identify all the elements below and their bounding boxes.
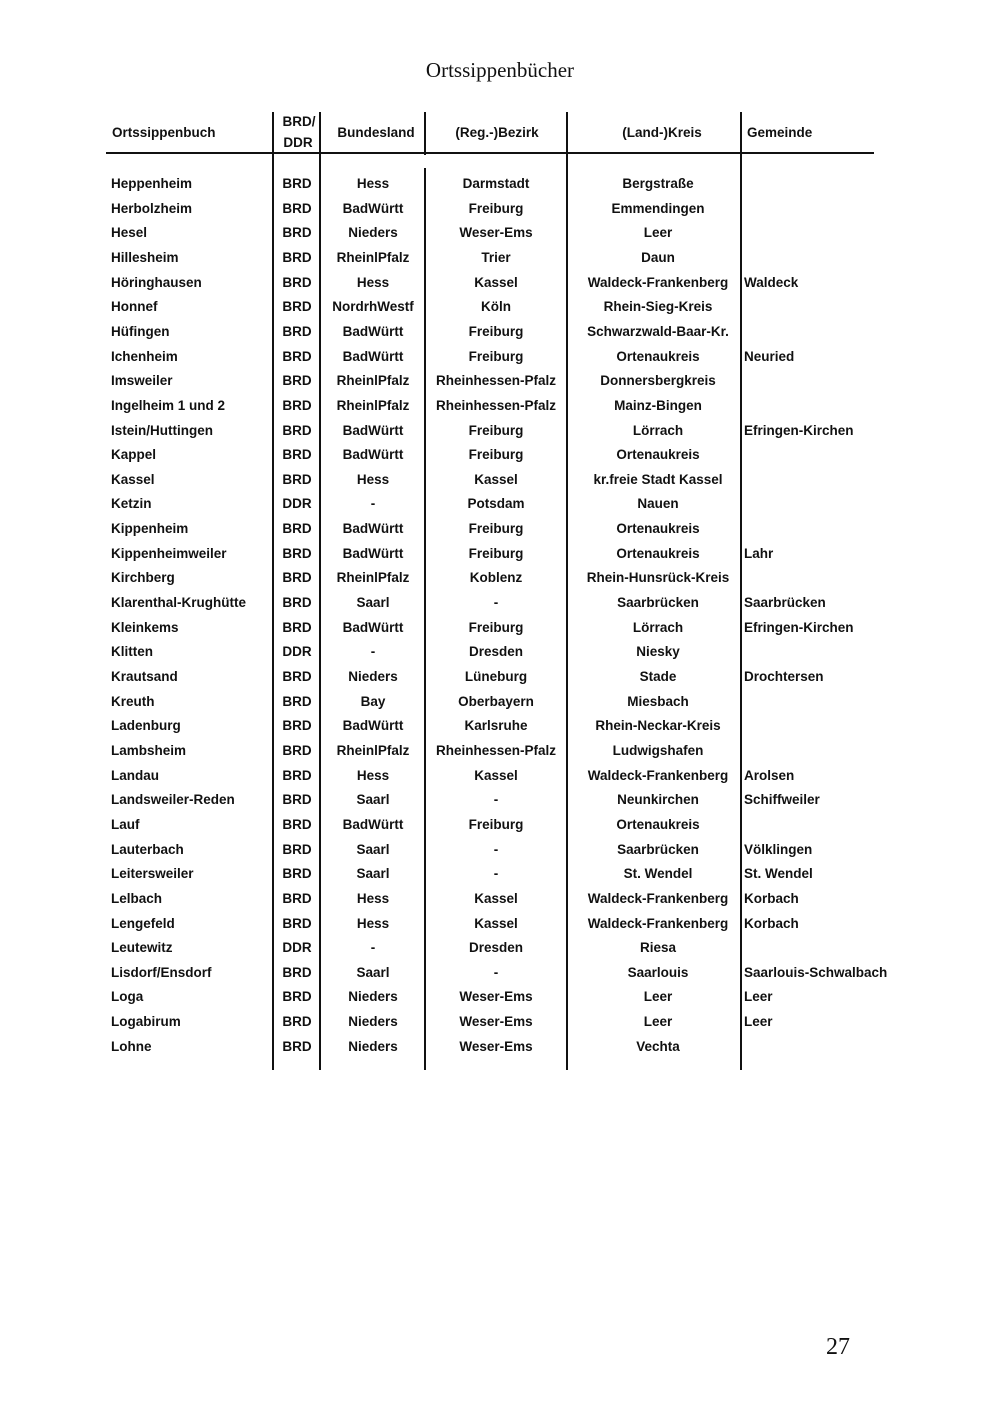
- cell-gemeinde: Korbach: [744, 915, 799, 931]
- cell-bundesland: NordrhWestf: [332, 299, 414, 315]
- cell-ortssippenbuch: Kreuth: [111, 693, 155, 709]
- cell-bezirk: Freiburg: [468, 521, 524, 537]
- table-row: [0, 423, 1000, 447]
- cell-bundesland: BadWürtt: [342, 718, 404, 734]
- table-row: [0, 916, 1000, 940]
- cell-bundesland: Saarl: [356, 964, 390, 980]
- cell-bundesland: BadWürtt: [342, 816, 404, 832]
- cell-gemeinde: Efringen-Kirchen: [744, 619, 854, 635]
- table-row: [0, 595, 1000, 619]
- cell-brd-ddr: BRD: [282, 299, 312, 315]
- cell-kreis: Leer: [643, 1014, 673, 1030]
- cell-bundesland: -: [370, 940, 376, 956]
- cell-brd-ddr: BRD: [282, 619, 312, 635]
- table-row: [0, 792, 1000, 816]
- cell-brd-ddr: BRD: [282, 225, 312, 241]
- cell-bundesland: Saarl: [356, 866, 390, 882]
- cell-bundesland: Nieders: [348, 989, 398, 1005]
- cell-bezirk: Rheinhessen-Pfalz: [435, 742, 557, 758]
- cell-kreis: Waldeck-Frankenberg: [587, 915, 729, 931]
- cell-bezirk: Trier: [481, 249, 511, 265]
- header-ortssippenbuch: Ortssippenbuch: [112, 125, 216, 140]
- cell-bezirk: Freiburg: [468, 323, 524, 339]
- table-row: [0, 349, 1000, 373]
- cell-kreis: Daun: [641, 249, 675, 265]
- cell-bundesland: RheinlPfalz: [336, 742, 410, 758]
- cell-ortssippenbuch: Krautsand: [111, 669, 178, 684]
- cell-bundesland: BadWürtt: [342, 422, 404, 438]
- cell-kreis: kr.freie Stadt Kassel: [593, 471, 723, 487]
- cell-brd-ddr: BRD: [282, 816, 312, 832]
- cell-brd-ddr: DDR: [282, 644, 312, 660]
- cell-bezirk: Kassel: [474, 915, 518, 931]
- cell-kreis: Waldeck-Frankenberg: [587, 274, 729, 290]
- cell-brd-ddr: BRD: [282, 200, 312, 216]
- cell-gemeinde: St. Wendel: [744, 866, 813, 882]
- cell-kreis: Vechta: [636, 1038, 680, 1054]
- cell-bezirk: Freiburg: [468, 422, 524, 438]
- table-row: [0, 275, 1000, 299]
- cell-kreis: Ortenaukreis: [616, 348, 700, 364]
- table-row: [0, 718, 1000, 742]
- header-rule: [106, 152, 874, 154]
- cell-bundesland: Nieders: [348, 669, 398, 684]
- cell-kreis: Rhein-Sieg-Kreis: [603, 299, 713, 315]
- cell-brd-ddr: BRD: [282, 249, 312, 265]
- cell-bundesland: BadWürtt: [342, 521, 404, 537]
- cell-bezirk: Weser-Ems: [459, 989, 533, 1005]
- cell-bundesland: Nieders: [348, 225, 398, 241]
- cell-brd-ddr: BRD: [282, 521, 312, 537]
- header-brd-ddr-line2: DDR: [283, 135, 313, 150]
- cell-bundesland: Hess: [356, 176, 390, 191]
- cell-bezirk: Dresden: [468, 940, 524, 956]
- table-row: [0, 768, 1000, 792]
- header-bundesland: Bundesland: [337, 125, 415, 140]
- cell-bezirk: Kassel: [474, 890, 518, 906]
- table-row: [0, 225, 1000, 249]
- table-row: [0, 620, 1000, 644]
- cell-kreis: Saarbrücken: [617, 841, 699, 857]
- cell-kreis: Ludwigshafen: [612, 742, 704, 758]
- cell-brd-ddr: BRD: [282, 669, 312, 684]
- cell-bundesland: BadWürtt: [342, 545, 404, 561]
- table-row: [0, 496, 1000, 520]
- cell-brd-ddr: BRD: [282, 471, 312, 487]
- cell-bezirk: Potsdam: [467, 496, 525, 512]
- cell-ortssippenbuch: Heppenheim: [111, 176, 193, 191]
- cell-ortssippenbuch: Istein/Huttingen: [111, 422, 213, 438]
- cell-kreis: Schwarzwald-Baar-Kr.: [587, 323, 729, 339]
- cell-ortssippenbuch: Ladenburg: [111, 718, 181, 734]
- cell-brd-ddr: BRD: [282, 964, 312, 980]
- cell-bezirk: Lüneburg: [464, 669, 528, 684]
- cell-bundesland: Hess: [356, 767, 390, 783]
- cell-ortssippenbuch: Hüfingen: [111, 323, 170, 339]
- cell-gemeinde: Arolsen: [744, 767, 795, 783]
- table-row: [0, 570, 1000, 594]
- cell-kreis: Lörrach: [632, 619, 684, 635]
- cell-ortssippenbuch: Hillesheim: [111, 249, 179, 265]
- cell-gemeinde: Neuried: [744, 348, 795, 364]
- cell-kreis: Leer: [643, 989, 673, 1005]
- cell-ortssippenbuch: Loga: [111, 989, 144, 1005]
- cell-brd-ddr: BRD: [282, 397, 312, 413]
- page-number: 27: [826, 1334, 850, 1360]
- cell-kreis: Saarbrücken: [617, 595, 699, 611]
- cell-ortssippenbuch: Höringhausen: [111, 274, 202, 290]
- cell-kreis: Rhein-Hunsrück-Kreis: [586, 570, 730, 586]
- cell-ortssippenbuch: Logabirum: [111, 1014, 181, 1030]
- header-gemeinde: Gemeinde: [747, 125, 813, 140]
- cell-ortssippenbuch: Lambsheim: [111, 742, 187, 758]
- cell-brd-ddr: BRD: [282, 841, 312, 857]
- cell-gemeinde: Efringen-Kirchen: [744, 422, 854, 438]
- cell-kreis: Ortenaukreis: [616, 545, 700, 561]
- cell-kreis: Neunkirchen: [617, 792, 699, 808]
- cell-bezirk: Rheinhessen-Pfalz: [435, 397, 557, 413]
- table-row: [0, 176, 1000, 200]
- cell-bezirk: Freiburg: [468, 619, 524, 635]
- cell-kreis: Bergstraße: [622, 176, 694, 191]
- table-row: [0, 743, 1000, 767]
- cell-ortssippenbuch: Landsweiler-Reden: [111, 792, 235, 808]
- cell-bundesland: -: [370, 496, 376, 512]
- cell-brd-ddr: BRD: [282, 1038, 312, 1054]
- table-row: [0, 472, 1000, 496]
- cell-bundesland: Saarl: [356, 595, 390, 611]
- cell-bezirk: Freiburg: [468, 348, 524, 364]
- cell-ortssippenbuch: Kippenheim: [111, 521, 189, 537]
- cell-ortssippenbuch: Honnef: [111, 299, 158, 315]
- cell-brd-ddr: BRD: [282, 447, 312, 463]
- cell-bundesland: Hess: [356, 890, 390, 906]
- table-row: [0, 398, 1000, 422]
- cell-bundesland: RheinlPfalz: [336, 373, 410, 389]
- cell-bezirk: -: [493, 595, 499, 611]
- cell-kreis: Waldeck-Frankenberg: [587, 890, 729, 906]
- cell-bundesland: Bay: [360, 693, 386, 709]
- table-row: [0, 989, 1000, 1013]
- cell-brd-ddr: BRD: [282, 1014, 312, 1030]
- table-row: [0, 644, 1000, 668]
- cell-brd-ddr: BRD: [282, 890, 312, 906]
- cell-ortssippenbuch: Ketzin: [111, 496, 152, 512]
- cell-ortssippenbuch: Herbolzheim: [111, 200, 193, 216]
- cell-ortssippenbuch: Hesel: [111, 225, 148, 241]
- cell-bundesland: BadWürtt: [342, 619, 404, 635]
- cell-gemeinde: Saarlouis-Schwalbach: [744, 964, 888, 980]
- cell-gemeinde: Waldeck: [744, 274, 799, 290]
- cell-gemeinde: Drochtersen: [744, 669, 824, 684]
- table-row: [0, 546, 1000, 570]
- cell-bezirk: -: [493, 964, 499, 980]
- cell-bundesland: RheinlPfalz: [336, 249, 410, 265]
- table-row: [0, 669, 1000, 693]
- cell-kreis: Nauen: [637, 496, 679, 512]
- cell-ortssippenbuch: Kassel: [111, 471, 155, 487]
- cell-bundesland: BadWürtt: [342, 447, 404, 463]
- cell-ortssippenbuch: Imsweiler: [111, 373, 173, 389]
- cell-ortssippenbuch: Lohne: [111, 1038, 152, 1054]
- cell-bezirk: Weser-Ems: [459, 225, 533, 241]
- cell-bezirk: -: [493, 866, 499, 882]
- cell-bundesland: BadWürtt: [342, 348, 404, 364]
- cell-brd-ddr: BRD: [282, 176, 312, 191]
- cell-ortssippenbuch: Leutewitz: [111, 940, 173, 956]
- cell-bundesland: Saarl: [356, 792, 390, 808]
- cell-ortssippenbuch: Kippenheimweiler: [111, 545, 227, 561]
- cell-bezirk: Kassel: [474, 274, 518, 290]
- cell-bundesland: BadWürtt: [342, 323, 404, 339]
- cell-kreis: Ortenaukreis: [616, 521, 700, 537]
- cell-bundesland: Saarl: [356, 841, 390, 857]
- table-row: [0, 965, 1000, 989]
- header-brd-ddr-line1: BRD/: [282, 114, 316, 129]
- cell-brd-ddr: BRD: [282, 373, 312, 389]
- cell-kreis: Miesbach: [627, 693, 689, 709]
- cell-kreis: Ortenaukreis: [616, 447, 700, 463]
- cell-gemeinde: Schiffweiler: [744, 792, 820, 808]
- cell-bundesland: Hess: [356, 915, 390, 931]
- cell-bezirk: Weser-Ems: [459, 1014, 533, 1030]
- cell-bezirk: -: [493, 792, 499, 808]
- table-row: [0, 1039, 1000, 1063]
- cell-ortssippenbuch: Lauterbach: [111, 841, 184, 857]
- cell-bundesland: Hess: [356, 274, 390, 290]
- cell-ortssippenbuch: Ichenheim: [111, 348, 178, 364]
- cell-kreis: St. Wendel: [623, 866, 693, 882]
- table-row: [0, 694, 1000, 718]
- cell-bezirk: Freiburg: [468, 545, 524, 561]
- table-row: [0, 373, 1000, 397]
- table-row: [0, 940, 1000, 964]
- cell-brd-ddr: BRD: [282, 718, 312, 734]
- cell-kreis: Waldeck-Frankenberg: [587, 767, 729, 783]
- cell-brd-ddr: BRD: [282, 792, 312, 808]
- table-row: [0, 1014, 1000, 1038]
- table-row: [0, 842, 1000, 866]
- cell-ortssippenbuch: Lelbach: [111, 890, 163, 906]
- cell-brd-ddr: BRD: [282, 767, 312, 783]
- cell-kreis: Stade: [639, 669, 677, 684]
- cell-kreis: Niesky: [636, 644, 680, 660]
- cell-brd-ddr: BRD: [282, 595, 312, 611]
- table-row: [0, 817, 1000, 841]
- cell-brd-ddr: BRD: [282, 693, 312, 709]
- cell-bundesland: Nieders: [348, 1014, 398, 1030]
- cell-brd-ddr: BRD: [282, 323, 312, 339]
- cell-brd-ddr: BRD: [282, 989, 312, 1005]
- cell-bezirk: Köln: [481, 299, 511, 315]
- cell-bundesland: Hess: [356, 471, 390, 487]
- cell-bezirk: Freiburg: [468, 816, 524, 832]
- cell-brd-ddr: DDR: [282, 940, 312, 956]
- cell-bundesland: -: [370, 644, 376, 660]
- cell-bundesland: Nieders: [348, 1038, 398, 1054]
- table-row: [0, 324, 1000, 348]
- table-row: [0, 201, 1000, 225]
- cell-ortssippenbuch: Klitten: [111, 644, 153, 660]
- cell-gemeinde: Lahr: [744, 545, 774, 561]
- table-row: [0, 299, 1000, 323]
- cell-kreis: Saarlouis: [627, 964, 689, 980]
- cell-ortssippenbuch: Ingelheim 1 und 2: [111, 397, 226, 413]
- cell-kreis: Mainz-Bingen: [614, 397, 702, 413]
- cell-bundesland: BadWürtt: [342, 200, 404, 216]
- table-row: [0, 250, 1000, 274]
- header-bezirk: (Reg.-)Bezirk: [455, 125, 539, 140]
- cell-brd-ddr: BRD: [282, 545, 312, 561]
- cell-kreis: Emmendingen: [611, 200, 705, 216]
- cell-kreis: Riesa: [639, 940, 677, 956]
- cell-bundesland: RheinlPfalz: [336, 397, 410, 413]
- cell-brd-ddr: BRD: [282, 348, 312, 364]
- cell-bezirk: Oberbayern: [458, 693, 534, 709]
- cell-kreis: Rhein-Neckar-Kreis: [595, 718, 721, 734]
- cell-gemeinde: Leer: [744, 1014, 773, 1030]
- table-row: [0, 891, 1000, 915]
- cell-brd-ddr: DDR: [282, 496, 312, 512]
- cell-bezirk: -: [493, 841, 499, 857]
- cell-ortssippenbuch: Lauf: [111, 816, 140, 832]
- cell-gemeinde: Saarbrücken: [744, 595, 826, 611]
- cell-kreis: Ortenaukreis: [616, 816, 700, 832]
- cell-brd-ddr: BRD: [282, 422, 312, 438]
- cell-gemeinde: Korbach: [744, 890, 799, 906]
- cell-brd-ddr: BRD: [282, 742, 312, 758]
- cell-bezirk: Koblenz: [469, 570, 523, 586]
- table-row: [0, 447, 1000, 471]
- cell-ortssippenbuch: Leitersweiler: [111, 866, 194, 882]
- cell-gemeinde: Leer: [744, 989, 773, 1005]
- cell-bundesland: RheinlPfalz: [336, 570, 410, 586]
- cell-gemeinde: Völklingen: [744, 841, 813, 857]
- cell-brd-ddr: BRD: [282, 274, 312, 290]
- cell-bezirk: Rheinhessen-Pfalz: [435, 373, 557, 389]
- table-row: [0, 521, 1000, 545]
- cell-kreis: Donnersbergkreis: [600, 373, 716, 389]
- cell-kreis: Lörrach: [632, 422, 684, 438]
- cell-brd-ddr: BRD: [282, 570, 312, 586]
- cell-ortssippenbuch: Lengefeld: [111, 915, 175, 931]
- cell-brd-ddr: BRD: [282, 866, 312, 882]
- cell-bezirk: Kassel: [474, 767, 518, 783]
- cell-bezirk: Darmstadt: [462, 176, 530, 191]
- cell-ortssippenbuch: Kappel: [111, 447, 157, 463]
- cell-ortssippenbuch: Kleinkems: [111, 619, 179, 635]
- cell-bezirk: Karlsruhe: [464, 718, 528, 734]
- cell-bezirk: Freiburg: [468, 200, 524, 216]
- cell-ortssippenbuch: Klarenthal-Krughütte: [111, 595, 246, 611]
- cell-ortssippenbuch: Landau: [111, 767, 160, 783]
- cell-ortssippenbuch: Lisdorf/Ensdorf: [111, 964, 212, 980]
- header-kreis: (Land-)Kreis: [622, 125, 702, 140]
- cell-bezirk: Kassel: [474, 471, 518, 487]
- page-title: Ortssippenbücher: [425, 58, 575, 82]
- cell-bezirk: Freiburg: [468, 447, 524, 463]
- column-divider: [424, 112, 426, 155]
- table-row: [0, 866, 1000, 890]
- cell-kreis: Leer: [643, 225, 673, 241]
- cell-ortssippenbuch: Kirchberg: [111, 570, 175, 586]
- cell-bezirk: Weser-Ems: [459, 1038, 533, 1054]
- cell-bezirk: Dresden: [468, 644, 524, 660]
- cell-brd-ddr: BRD: [282, 915, 312, 931]
